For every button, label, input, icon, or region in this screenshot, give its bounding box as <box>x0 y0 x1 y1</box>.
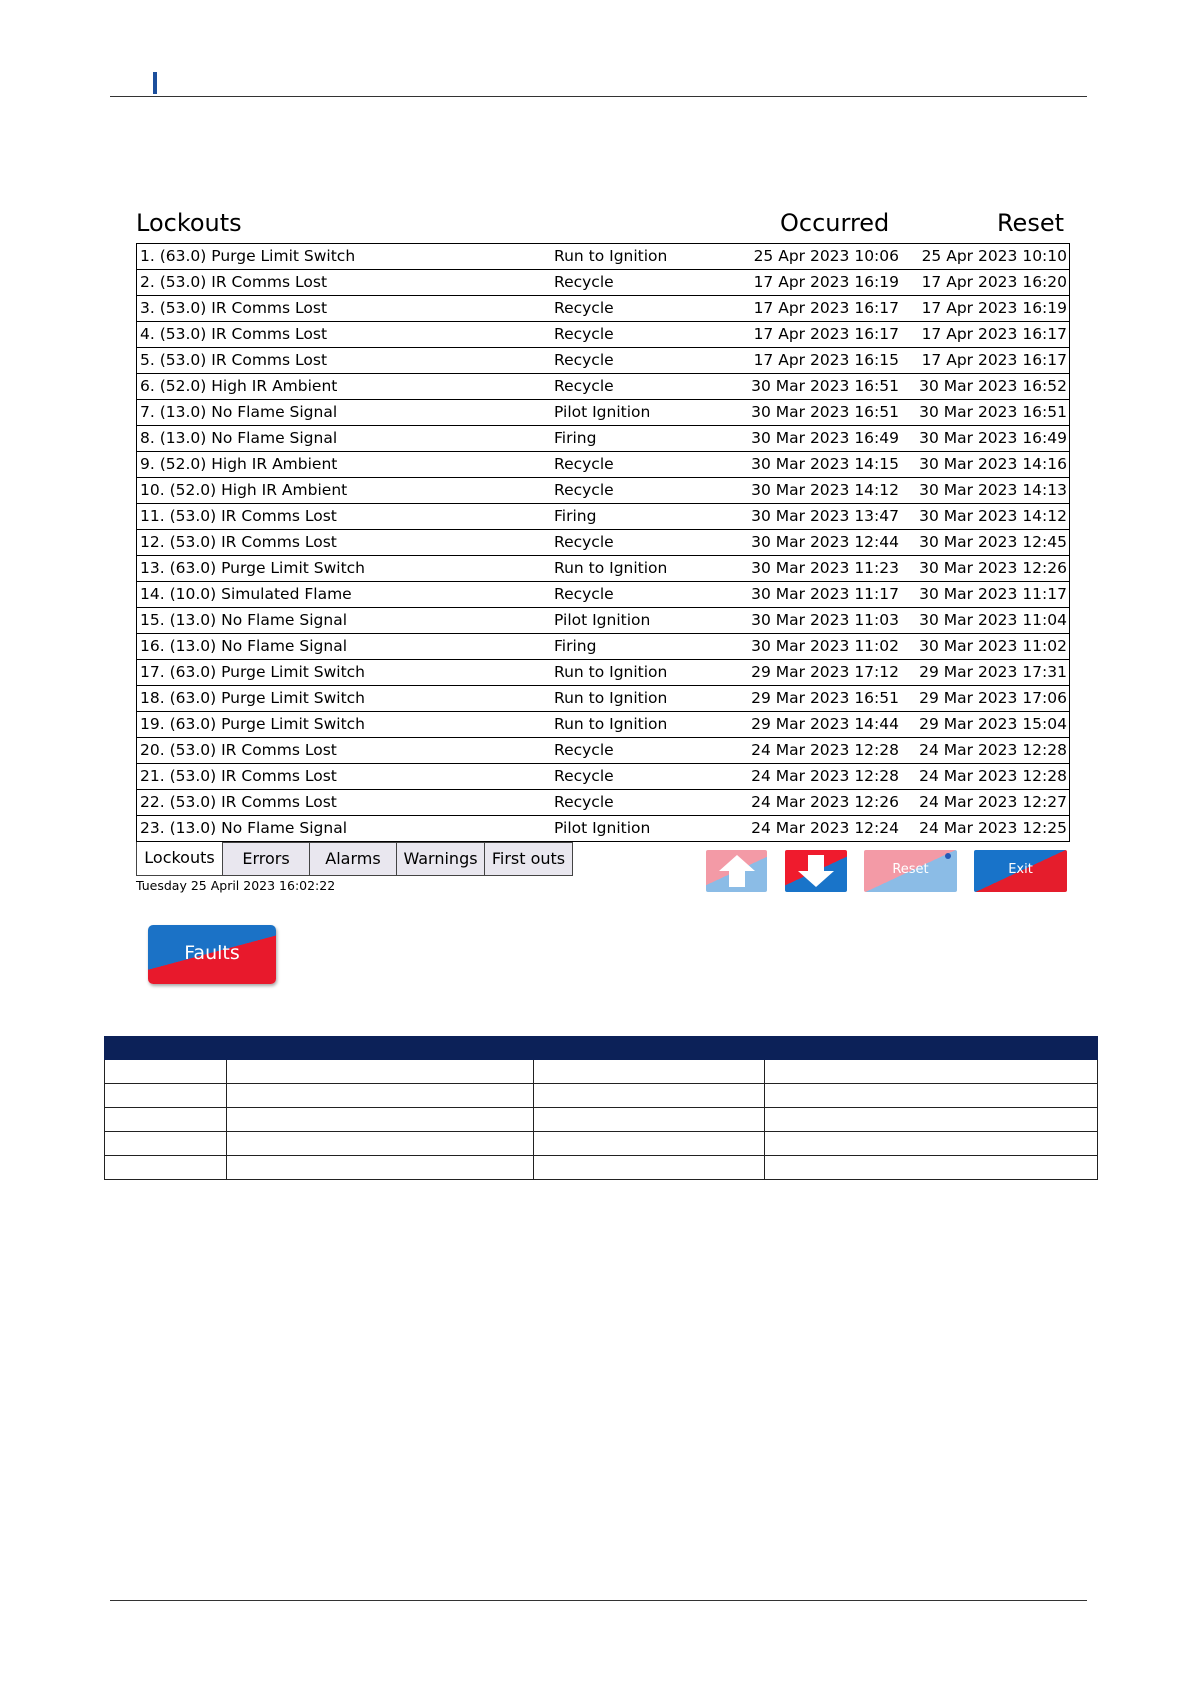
lockout-occurred-time: 30 Mar 2023 14:15 <box>751 455 899 473</box>
table-row <box>105 1108 1098 1132</box>
tab-lockouts[interactable]: Lockouts <box>136 842 223 876</box>
table-cell <box>533 1132 765 1156</box>
current-datetime: Tuesday 25 April 2023 16:02:22 <box>136 878 336 893</box>
table-cell <box>533 1084 765 1108</box>
lockout-row[interactable] <box>137 270 1069 296</box>
lockout-occurred-time: 30 Mar 2023 11:17 <box>751 585 899 603</box>
lockout-occurred-time: 29 Mar 2023 14:44 <box>751 715 899 733</box>
table-cell <box>226 1156 533 1180</box>
lockout-description: 6. (52.0) High IR Ambient <box>140 377 338 395</box>
lockout-occurred-time: 17 Apr 2023 16:15 <box>753 351 899 369</box>
arrow-down-icon <box>797 854 835 888</box>
lockout-state: Recycle <box>554 299 614 317</box>
lockout-row[interactable] <box>137 374 1069 400</box>
lockout-row[interactable] <box>137 322 1069 348</box>
lockout-row[interactable] <box>137 686 1069 712</box>
table-cell <box>533 1060 765 1084</box>
lockout-row[interactable] <box>137 660 1069 686</box>
tab-alarms[interactable]: Alarms <box>310 842 397 876</box>
lockout-state: Recycle <box>554 325 614 343</box>
lockout-reset-time: 17 Apr 2023 16:17 <box>921 325 1067 343</box>
lockout-state: Recycle <box>554 377 614 395</box>
exit-button[interactable] <box>974 850 1067 892</box>
lockout-state: Recycle <box>554 481 614 499</box>
lockout-description: 22. (53.0) IR Comms Lost <box>140 793 337 811</box>
tab-warnings[interactable]: Warnings <box>397 842 485 876</box>
lockout-occurred-time: 30 Mar 2023 16:51 <box>751 377 899 395</box>
table-cell <box>533 1156 765 1180</box>
lockout-description: 13. (63.0) Purge Limit Switch <box>140 559 366 577</box>
column-header-occurred: Occurred <box>780 209 890 237</box>
table-cell <box>765 1132 1098 1156</box>
lockout-reset-time: 30 Mar 2023 12:45 <box>919 533 1067 551</box>
lockouts-header <box>136 206 1070 243</box>
lockout-state: Run to Ignition <box>554 559 668 577</box>
lockout-reset-time: 29 Mar 2023 17:31 <box>919 663 1067 681</box>
lockout-occurred-time: 30 Mar 2023 11:23 <box>751 559 899 577</box>
lockout-occurred-time: 30 Mar 2023 13:47 <box>751 507 899 525</box>
lockout-row[interactable] <box>137 244 1069 270</box>
table-cell <box>226 1060 533 1084</box>
column-header-reset: Reset <box>996 209 1064 237</box>
table-header-cell <box>226 1037 533 1060</box>
table-cell <box>765 1156 1098 1180</box>
lockout-description: 11. (53.0) IR Comms Lost <box>140 507 337 525</box>
lockout-reset-time: 30 Mar 2023 12:26 <box>919 559 1067 577</box>
lockout-occurred-time: 29 Mar 2023 16:51 <box>751 689 899 707</box>
lockout-row[interactable] <box>137 530 1069 556</box>
lockout-description: 21. (53.0) IR Comms Lost <box>140 767 337 785</box>
lockouts-table <box>136 243 1070 842</box>
lockout-row[interactable] <box>137 504 1069 530</box>
lockout-reset-time: 29 Mar 2023 15:04 <box>919 715 1067 733</box>
lockout-reset-time: 30 Mar 2023 16:52 <box>919 377 1067 395</box>
arrow-up-icon <box>718 854 756 888</box>
lockout-occurred-time: 24 Mar 2023 12:28 <box>751 741 899 759</box>
panel-title: Lockouts <box>136 209 242 237</box>
lockout-description: 9. (52.0) High IR Ambient <box>140 455 338 473</box>
table-header-cell <box>765 1037 1098 1060</box>
table-row <box>105 1060 1098 1084</box>
lockout-state: Recycle <box>554 533 614 551</box>
lockout-description: 18. (63.0) Purge Limit Switch <box>140 689 366 707</box>
tab-errors[interactable]: Errors <box>223 842 310 876</box>
table-cell <box>765 1108 1098 1132</box>
table-cell <box>226 1108 533 1132</box>
lockout-state: Pilot Ignition <box>554 611 651 629</box>
lockout-reset-time: 30 Mar 2023 11:04 <box>919 611 1067 629</box>
lockout-description: 1. (63.0) Purge Limit Switch <box>140 247 356 265</box>
lockout-occurred-time: 24 Mar 2023 12:28 <box>751 767 899 785</box>
lockout-state: Recycle <box>554 351 614 369</box>
lockout-state: Recycle <box>554 585 614 603</box>
lockout-reset-time: 30 Mar 2023 14:12 <box>919 507 1067 525</box>
table-cell <box>105 1084 227 1108</box>
lockout-reset-time: 24 Mar 2023 12:27 <box>919 793 1067 811</box>
lockout-row[interactable] <box>137 400 1069 426</box>
lockout-state: Run to Ignition <box>554 715 668 733</box>
reset-button[interactable] <box>864 850 957 892</box>
table-cell <box>765 1060 1098 1084</box>
lockout-occurred-time: 30 Mar 2023 11:02 <box>751 637 899 655</box>
lockout-description: 15. (13.0) No Flame Signal <box>140 611 348 629</box>
lockout-reset-time: 24 Mar 2023 12:28 <box>919 741 1067 759</box>
lockout-description: 20. (53.0) IR Comms Lost <box>140 741 337 759</box>
lockout-row[interactable] <box>137 582 1069 608</box>
lockouts-panel <box>136 206 1070 842</box>
table-cell <box>226 1132 533 1156</box>
lockout-description: 5. (53.0) IR Comms Lost <box>140 351 328 369</box>
lockout-reset-time: 24 Mar 2023 12:28 <box>919 767 1067 785</box>
lockout-reset-time: 30 Mar 2023 11:17 <box>919 585 1067 603</box>
lockout-state: Firing <box>554 507 597 525</box>
lockout-row[interactable] <box>137 608 1069 634</box>
tab-first-outs[interactable]: First outs <box>485 842 573 876</box>
lockout-reset-time: 17 Apr 2023 16:19 <box>921 299 1067 317</box>
header-rule <box>110 96 1087 97</box>
lockout-occurred-time: 17 Apr 2023 16:17 <box>753 299 899 317</box>
lockout-state: Pilot Ignition <box>554 819 651 837</box>
lockout-row[interactable] <box>137 556 1069 582</box>
lockout-row[interactable] <box>137 738 1069 764</box>
lockout-description: 23. (13.0) No Flame Signal <box>140 819 348 837</box>
lockout-state: Run to Ignition <box>554 689 668 707</box>
lockout-occurred-time: 30 Mar 2023 16:49 <box>751 429 899 447</box>
lockout-row[interactable] <box>137 478 1069 504</box>
lockout-state: Recycle <box>554 273 614 291</box>
table-cell <box>533 1108 765 1132</box>
header-accent-mark <box>153 72 157 94</box>
lockout-row[interactable] <box>137 764 1069 790</box>
footer-rule <box>110 1600 1087 1601</box>
lockout-occurred-time: 30 Mar 2023 16:51 <box>751 403 899 421</box>
lockout-state: Recycle <box>554 793 614 811</box>
lockout-state: Firing <box>554 429 597 447</box>
lockout-reset-time: 30 Mar 2023 14:13 <box>919 481 1067 499</box>
lockout-row[interactable] <box>137 816 1069 842</box>
lockout-description: 2. (53.0) IR Comms Lost <box>140 273 328 291</box>
table-row <box>105 1156 1098 1180</box>
lockout-state: Pilot Ignition <box>554 403 651 421</box>
lockout-state: Recycle <box>554 741 614 759</box>
lockout-description: 7. (13.0) No Flame Signal <box>140 403 338 421</box>
lockout-row[interactable] <box>137 634 1069 660</box>
lockout-reset-time: 24 Mar 2023 12:25 <box>919 819 1067 837</box>
lockout-description: 10. (52.0) High IR Ambient <box>140 481 348 499</box>
faults-button-label: Faults <box>184 942 240 964</box>
lockout-occurred-time: 17 Apr 2023 16:17 <box>753 325 899 343</box>
lockout-row[interactable] <box>137 348 1069 374</box>
lockout-row[interactable] <box>137 712 1069 738</box>
table-cell <box>226 1084 533 1108</box>
exit-button-label: Exit <box>1008 862 1033 877</box>
lockout-occurred-time: 30 Mar 2023 11:03 <box>751 611 899 629</box>
table-row <box>105 1132 1098 1156</box>
lockout-reset-time: 30 Mar 2023 16:49 <box>919 429 1067 447</box>
lockout-description: 8. (13.0) No Flame Signal <box>140 429 338 447</box>
lockout-row[interactable] <box>137 296 1069 322</box>
lockout-state: Run to Ignition <box>554 663 668 681</box>
lockout-description: 19. (63.0) Purge Limit Switch <box>140 715 366 733</box>
lockout-row[interactable] <box>137 426 1069 452</box>
scroll-up-button[interactable] <box>706 850 767 892</box>
table-header-cell <box>533 1037 765 1060</box>
lockout-description: 14. (10.0) Simulated Flame <box>140 585 352 603</box>
lockout-state: Run to Ignition <box>554 247 668 265</box>
lockout-state: Firing <box>554 637 597 655</box>
lockout-reset-time: 17 Apr 2023 16:20 <box>921 273 1067 291</box>
lockout-row[interactable] <box>137 452 1069 478</box>
category-tabs <box>136 842 573 876</box>
lockout-occurred-time: 24 Mar 2023 12:26 <box>751 793 899 811</box>
table-cell <box>765 1084 1098 1108</box>
lockout-occurred-time: 24 Mar 2023 12:24 <box>751 819 899 837</box>
lockout-state: Recycle <box>554 455 614 473</box>
table-cell <box>105 1108 227 1132</box>
table-cell <box>105 1156 227 1180</box>
lockout-occurred-time: 25 Apr 2023 10:06 <box>753 247 899 265</box>
lockout-occurred-time: 30 Mar 2023 12:44 <box>751 533 899 551</box>
lockout-reset-time: 30 Mar 2023 11:02 <box>919 637 1067 655</box>
lockout-description: 3. (53.0) IR Comms Lost <box>140 299 328 317</box>
reset-button-label: Reset <box>892 862 929 877</box>
lockout-occurred-time: 17 Apr 2023 16:19 <box>753 273 899 291</box>
table-cell <box>105 1060 227 1084</box>
blank-reference-table <box>104 1036 1098 1180</box>
lockout-description: 17. (63.0) Purge Limit Switch <box>140 663 366 681</box>
faults-button[interactable] <box>148 925 276 984</box>
table-row <box>105 1084 1098 1108</box>
lockout-reset-time: 17 Apr 2023 16:17 <box>921 351 1067 369</box>
lockout-state: Recycle <box>554 767 614 785</box>
table-header-cell <box>105 1037 227 1060</box>
lockout-description: 16. (13.0) No Flame Signal <box>140 637 348 655</box>
lockout-reset-time: 30 Mar 2023 14:16 <box>919 455 1067 473</box>
lockout-reset-time: 30 Mar 2023 16:51 <box>919 403 1067 421</box>
lockout-row[interactable] <box>137 790 1069 816</box>
reset-indicator-dot <box>945 853 951 859</box>
lockout-reset-time: 25 Apr 2023 10:10 <box>921 247 1067 265</box>
lockout-occurred-time: 29 Mar 2023 17:12 <box>751 663 899 681</box>
lockout-description: 12. (53.0) IR Comms Lost <box>140 533 337 551</box>
lockout-occurred-time: 30 Mar 2023 14:12 <box>751 481 899 499</box>
table-cell <box>105 1132 227 1156</box>
lockout-description: 4. (53.0) IR Comms Lost <box>140 325 328 343</box>
scroll-down-button[interactable] <box>785 850 847 892</box>
table-header-row <box>105 1037 1098 1060</box>
lockout-reset-time: 29 Mar 2023 17:06 <box>919 689 1067 707</box>
